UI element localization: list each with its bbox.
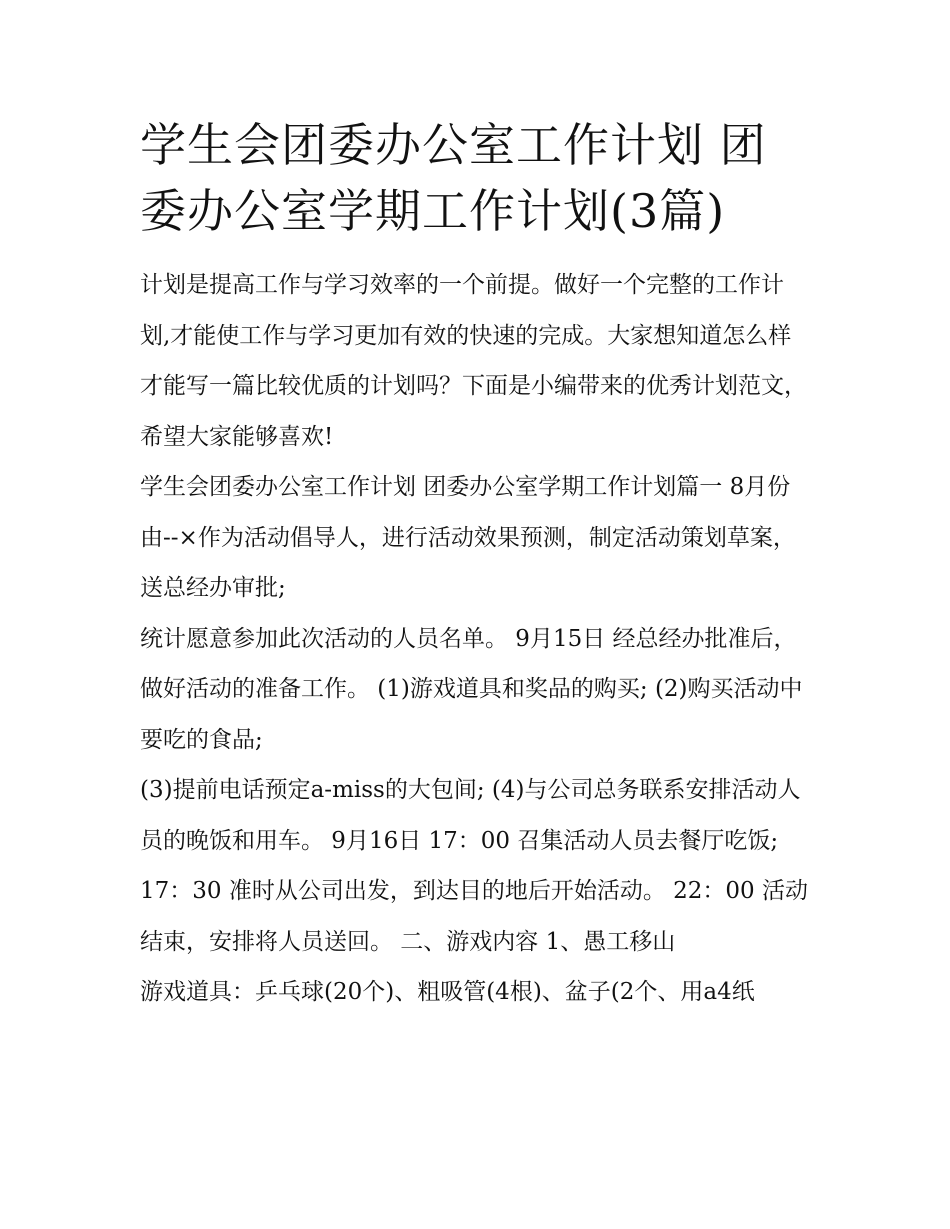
paragraph-booking: (3)提前电话预定a-miss的大包间; (4)与公司总务联系安排活动人员的晚饭和用车。 9月16日 17：00 召集活动人员去餐厅吃饭; — [140, 777, 801, 854]
paragraph-preparation: 统计愿意参加此次活动的人员名单。 9月15日 经总经办批准后，做好活动的准备工作。 (1)游戏道具和奖品的购买; (2)购买活动中要吃的食品; — [140, 625, 803, 753]
document-title: 学生会团委办公室工作计划 团委办公室学期工作计划(3篇) — [140, 118, 767, 238]
paragraph-intro: 计划是提高工作与学习效率的一个前提。做好一个完整的工作计划,才能使工作与学习更加有效的快速的完成。大家想知道怎么样才能写一篇比较优质的计划吗？下面是小编带来的优秀计划范文，希望大家能够喜欢! — [140, 272, 807, 450]
paragraph-section-1: 学生会团委办公室工作计划 团委办公室学期工作计划篇一 8月份 由--×作为活动倡导人，进行活动效果预测，制定活动策划草案，送总经办审批; — [140, 474, 796, 601]
paragraph-game-props: 游戏道具：乒乓球(20个)、粗吸管(4根)、盆子(2个、用a4纸 — [140, 979, 755, 1005]
document-page — [140, 112, 812, 1018]
paragraph-schedule: 17：30 准时从公司出发，到达目的地后开始活动。 22：00 活动结束，安排将人员送回。 二、游戏内容 1、愚工移山 — [140, 878, 808, 955]
